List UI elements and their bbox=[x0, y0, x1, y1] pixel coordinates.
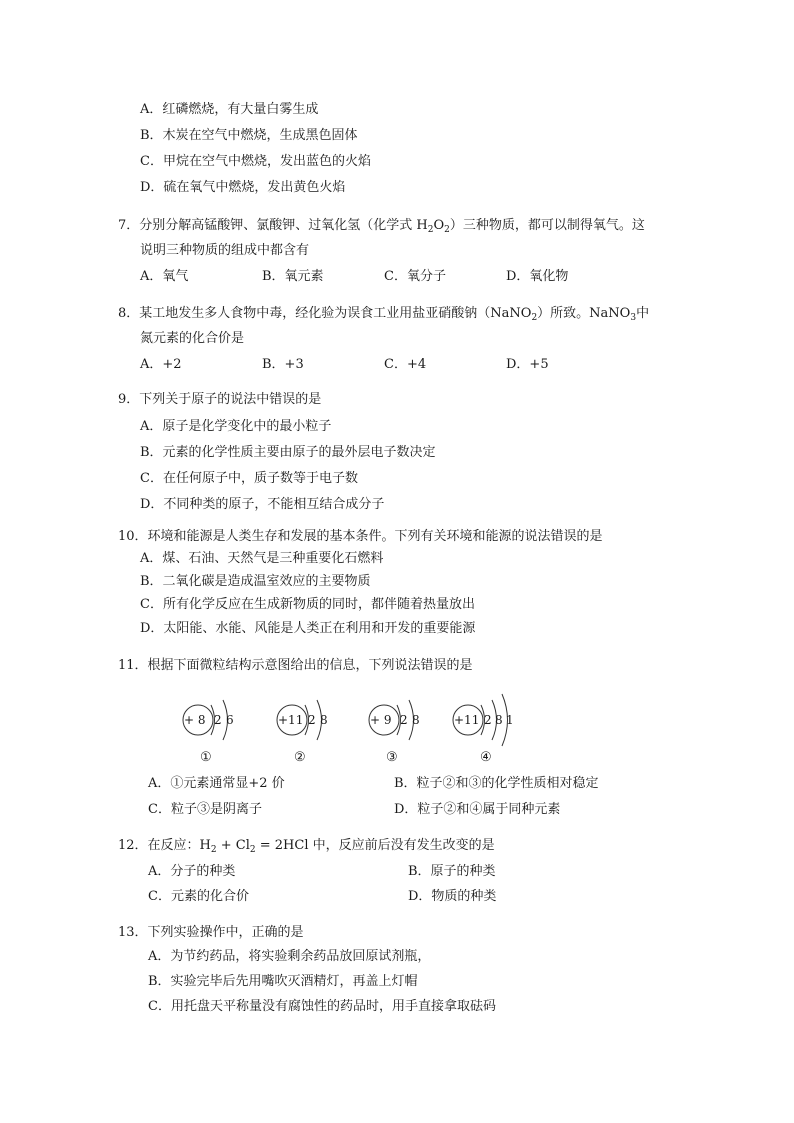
q9-option-c: C．在任何原子中，质子数等于电子数 bbox=[140, 471, 358, 486]
nucleus-charge: + 8 bbox=[184, 713, 206, 727]
q10-option-b: B．二氧化碳是造成温室效应的主要物质 bbox=[140, 574, 371, 589]
q6-option-b: B．木炭在空气中燃烧，生成黑色固体 bbox=[140, 128, 358, 143]
atom-diagram-1 bbox=[178, 686, 248, 768]
q12-option-c: C．元素的化合价 bbox=[148, 889, 249, 904]
q10-option-c: C．所有化学反应在生成新物质的同时，都伴随着热量放出 bbox=[140, 597, 475, 612]
nucleus-charge: +11 bbox=[278, 713, 304, 727]
q12-stem: 12．在反应：$H_2 + Cl_2 = 2HCl$ 中，反应前后没有发生改变的是 bbox=[118, 838, 495, 855]
nucleus-charge: +11 bbox=[454, 713, 480, 727]
q13-stem: 13．下列实验操作中，正确的是 bbox=[118, 925, 304, 940]
q13-option-b: B．实验完毕后先用嘴吹灭酒精灯，再盖上灯帽 bbox=[148, 974, 418, 989]
atom-diagram-3 bbox=[364, 686, 434, 768]
q13-option-c: C．用托盘天平称量没有腐蚀性的药品时，用手直接拿取砝码 bbox=[148, 999, 496, 1014]
q8-option-b: B．+3 bbox=[262, 357, 304, 372]
q7-option-d: D．氧化物 bbox=[506, 269, 569, 284]
q8-option-a: A．+2 bbox=[140, 357, 182, 372]
shell-electrons: 8 bbox=[495, 713, 503, 727]
atom-diagram-2 bbox=[272, 686, 342, 768]
shell-electrons: 2 bbox=[308, 713, 316, 727]
q12-option-a: A．分子的种类 bbox=[148, 864, 236, 879]
q11-option-a: A．①元素通常显+2 价 bbox=[148, 776, 285, 791]
q6-option-a: A．红磷燃烧，有大量白雾生成 bbox=[140, 102, 319, 117]
q13-option-a: A．为节约药品，将实验剩余药品放回原试剂瓶， bbox=[148, 949, 431, 964]
q8-option-d: D．+5 bbox=[506, 357, 549, 372]
q8-stem-line2: 氮元素的化合价是 bbox=[140, 331, 245, 346]
q11-option-d: D．粒子②和④属于同种元素 bbox=[394, 802, 561, 817]
q12-option-d: D．物质的种类 bbox=[408, 889, 497, 904]
q12-option-b: B．原子的种类 bbox=[408, 864, 496, 879]
diagram-label: ④ bbox=[480, 750, 492, 765]
diagram-label: ② bbox=[294, 750, 306, 765]
q10-option-a: A．煤、石油、天然气是三种重要化石燃料 bbox=[140, 551, 384, 566]
q8-stem-line1: 8．某工地发生多人食物中毒，经化验为误食工业用盐亚硝酸钠（NaNO$_2$）所致。NaNO$_3$中 bbox=[118, 306, 650, 323]
q9-option-d: D．不同种类的原子，不能相互结合成分子 bbox=[140, 497, 385, 512]
q7-stem-line2: 说明三种物质的组成中都含有 bbox=[140, 243, 310, 258]
shell-electrons: 2 bbox=[400, 713, 408, 727]
shell-electrons: 1 bbox=[506, 713, 514, 727]
q9-option-b: B．元素的化学性质主要由原子的最外层电子数决定 bbox=[140, 445, 436, 460]
q7-option-c: C．氧分子 bbox=[384, 269, 446, 284]
q6-option-c: C．甲烷在空气中燃烧，发出蓝色的火焰 bbox=[140, 154, 371, 169]
q6-option-d: D．硫在氧气中燃烧，发出黄色火焰 bbox=[140, 180, 346, 195]
q11-stem: 11．根据下面微粒结构示意图给出的信息，下列说法错误的是 bbox=[118, 658, 473, 673]
shell-electrons: 8 bbox=[320, 713, 328, 727]
q7-stem-line1: 7．分别分解高锰酸钾、氯酸钾、过氧化氢（化学式 $H_2O_2$）三种物质，都可以制得氧气。这 bbox=[118, 218, 645, 235]
atom-diagram-4 bbox=[448, 686, 528, 768]
diagram-label: ① bbox=[200, 750, 212, 765]
shell-electrons: 6 bbox=[226, 713, 234, 727]
q11-option-c: C．粒子③是阴离子 bbox=[148, 802, 262, 817]
q10-option-d: D．太阳能、水能、风能是人类正在利用和开发的重要能源 bbox=[140, 621, 476, 636]
q8-option-c: C．+4 bbox=[384, 357, 427, 372]
q11-option-b: B．粒子②和③的化学性质相对稳定 bbox=[394, 776, 599, 791]
diagram-label: ③ bbox=[386, 750, 398, 765]
q10-stem: 10．环境和能源是人类生存和发展的基本条件。下列有关环境和能源的说法错误的是 bbox=[118, 529, 603, 544]
q7-option-a: A．氧气 bbox=[140, 269, 189, 284]
q9-option-a: A．原子是化学变化中的最小粒子 bbox=[140, 419, 332, 434]
shell-electrons: 2 bbox=[484, 713, 492, 727]
shell-electrons: 8 bbox=[412, 713, 420, 727]
shell-electrons: 2 bbox=[214, 713, 222, 727]
q7-option-b: B．氧元素 bbox=[262, 269, 324, 284]
nucleus-charge: + 9 bbox=[370, 713, 392, 727]
q9-stem: 9．下列关于原子的说法中错误的是 bbox=[118, 392, 322, 407]
